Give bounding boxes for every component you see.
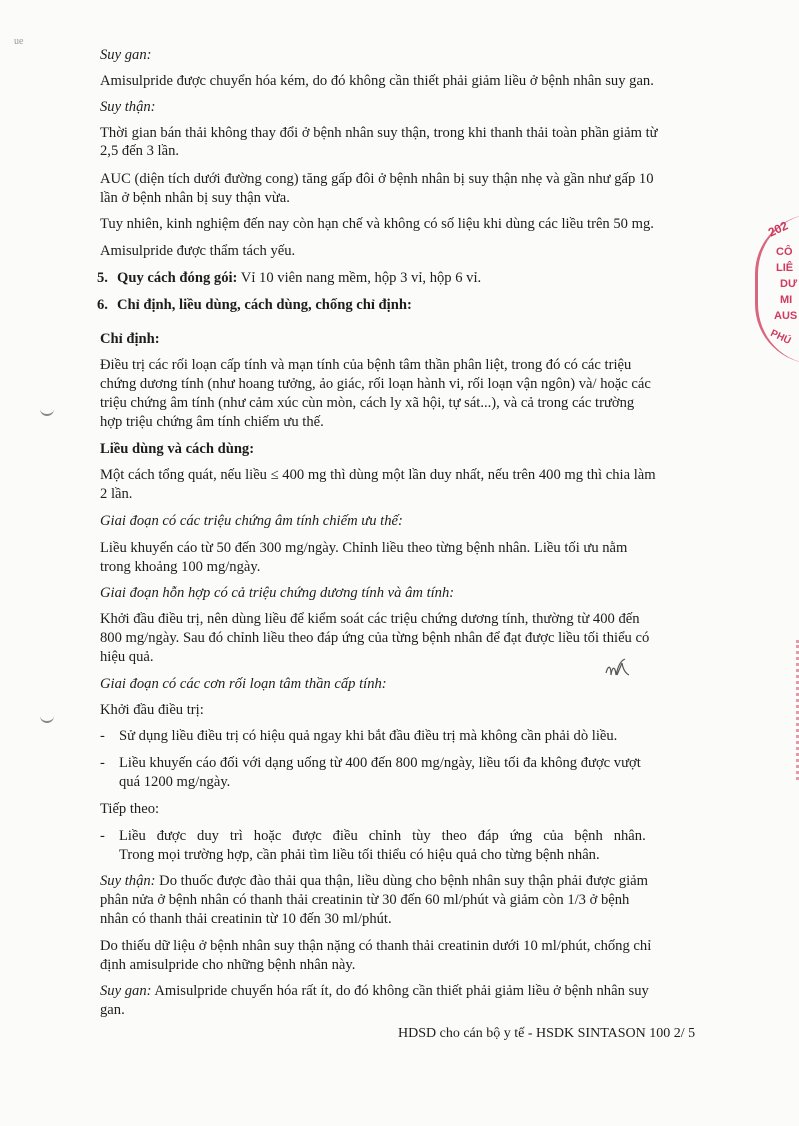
section-5-title: Quy cách đóng gói: [117,270,238,286]
suy-than-dosing-text: Do thuốc được đào thải qua thận, liều dùng cho bệnh nhân suy thận phải được giảm [155,873,648,889]
scan-edge-mark [782,640,799,780]
stamp-text: MI [780,294,793,306]
stamp-text: AUS [774,310,798,322]
suy-than-paragraph-line: Thời gian bán thải không thay đổi ở bệnh nhân suy thận, trong khi thanh thải toàn phần giảm từ [100,125,658,141]
tiep-theo: Tiếp theo: [100,801,160,817]
bullet-item: Liều được duy trì hoặc được điều chỉnh tùy theo đáp ứng của bệnh nhân. [119,828,646,844]
punch-hole-mark-1 [40,398,54,416]
auc-paragraph-line: AUC (diện tích dưới đường cong) tăng gấp đôi ở bệnh nhân bị suy thận nhẹ và gần như gấp 10 [100,171,654,187]
bullet-item-continuation: quá 1200 mg/ngày. [119,774,231,790]
giai-doan-cap-tinh-heading: Giai đoạn có các cơn rối loạn tâm thần cấp tính: [100,676,387,692]
auc-paragraph-line: lần ở bệnh nhân bị suy thận vừa. [100,190,290,206]
section-6-heading [97,296,412,314]
handwritten-initials [603,655,633,683]
suy-than-dosing-line: phân nửa ở bệnh nhân có thanh thải creatinin từ 30 đến 60 ml/phút và giảm còn 1/3 ở bệnh [100,892,630,908]
bullet-dash: - [100,728,105,744]
section-5-heading [97,269,481,287]
suy-gan-dosing-text: Amisulpride chuyển hóa rất ít, do đó không cần thiết phải giảm liều ở bệnh nhân suy [151,983,649,999]
bullet-item: Sử dụng liều điều trị có hiệu quả ngay khi bắt đầu điều trị mà không cần phải dò liều. [119,728,618,744]
bullet-dash: - [100,828,105,844]
thieu-du-lieu-line: Do thiếu dữ liệu ở bệnh nhân suy thận nặng có thanh thải creatinin dưới 10 ml/phút, chống chỉ [100,938,652,954]
khoi-dau-dieu-tri: Khởi đầu điều trị: [100,702,204,718]
suy-gan-heading: Suy gan: [100,47,152,63]
giai-doan-hon-hop-heading: Giai đoạn hỗn hợp có cả triệu chứng dương tính và âm tính: [100,585,455,601]
tong-quat-line: Một cách tổng quát, nếu liều ≤ 400 mg thì dùng một lần duy nhất, nếu trên 400 mg thì chia làm [100,467,656,483]
stamp-text: 202 [765,218,791,240]
stamp-text: CÔ [776,246,793,258]
suy-gan-label: Suy gan: [100,983,152,999]
giai-doan-am-tinh-line: Liều khuyến cáo từ 50 đến 300 mg/ngày. Chỉnh liều theo từng bệnh nhân. Liều tối ưu nằm [100,540,628,556]
section-5-number: 5. [97,270,108,286]
stamp-text: PHÚ [768,328,793,347]
suy-than-label: Suy thận: [100,873,156,889]
tham-tach-paragraph: Amisulpride được thẩm tách yếu. [100,243,296,259]
section-6-title: Chỉ định, liều dùng, cách dùng, chống chỉ định: [117,297,412,313]
chi-dinh-line: hợp triệu chứng âm tính chiếm ưu thế. [100,414,324,430]
suy-gan-dosing-line: gan. [100,1002,125,1018]
chi-dinh-line: chứng dương tính (như hoang tưởng, ảo giác, rối loạn hành vi, rối loạn vận ngôn) và/ hoặc các [100,376,651,392]
bullet-dash: - [100,755,105,771]
section-6-number: 6. [97,297,108,313]
suy-than-heading: Suy thận: [100,99,156,115]
giai-doan-am-tinh-line: trong khoảng 100 mg/ngày. [100,559,261,575]
suy-gan-text: Amisulpride được chuyển hóa kém, do đó không cần thiết phải giảm liều ở bệnh nhân suy gan. [100,73,654,89]
chi-dinh-line: Điều trị các rối loạn cấp tính và mạn tính của bệnh tâm thần phân liệt, trong đó có các triệu [100,357,632,373]
bullet-item-continuation: Trong mọi trường hợp, cần phải tìm liều tối thiểu có hiệu quả cho từng bệnh nhân. [119,847,600,863]
giai-doan-hon-hop-line: 800 mg/ngày. Sau đó chỉnh liều theo đáp ứng của từng bệnh nhân để đạt được liều tối thiểu có [100,630,650,646]
chi-dinh-heading: Chỉ định: [100,331,160,347]
chi-dinh-line: triệu chứng âm tính (như cảm xúc cùn mòn, cách ly xã hội, tự sát...), và cả trong các trường [100,395,635,411]
giai-doan-hon-hop-line: hiệu quả. [100,649,154,665]
bullet-item: Liều khuyến cáo đối với dạng uống từ 400 đến 800 mg/ngày, liều tối đa không được vượt [119,755,641,771]
margin-scribble: ue [14,36,24,47]
lieu-dung-heading: Liều dùng và cách dùng: [100,441,255,457]
suy-gan-dosing-line [100,982,649,1000]
suy-than-dosing-line [100,872,648,890]
section-5-text: Vỉ 10 viên nang mềm, hộp 3 vỉ, hộp 6 vỉ. [237,270,482,286]
thieu-du-lieu-line: định amisulpride cho những bệnh nhân này. [100,957,356,973]
stamp-text: DƯ [780,278,798,290]
stamp-text: LIÊ [776,262,794,274]
tuy-nhien-paragraph: Tuy nhiên, kinh nghiệm đến nay còn hạn chế và không có số liệu khi dùng các liều trên 50 mg. [100,216,654,232]
page-footer: HDSD cho cán bộ y tế - HSDK SINTASON 100 2/ 5 [398,1026,696,1041]
punch-hole-mark-2 [40,705,54,723]
giai-doan-am-tinh-heading: Giai đoạn có các triệu chứng âm tính chiếm ưu thế: [100,513,403,529]
suy-than-paragraph-line: 2,5 đến 3 lần. [100,143,180,159]
suy-than-dosing-line: nhân có thanh thải creatinin từ 10 đến 30 ml/phút. [100,911,392,927]
tong-quat-line: 2 lần. [100,486,133,502]
giai-doan-hon-hop-line: Khởi đầu điều trị, nên dùng liều để kiểm soát các triệu chứng dương tính, thường từ 400 đến [100,611,640,627]
